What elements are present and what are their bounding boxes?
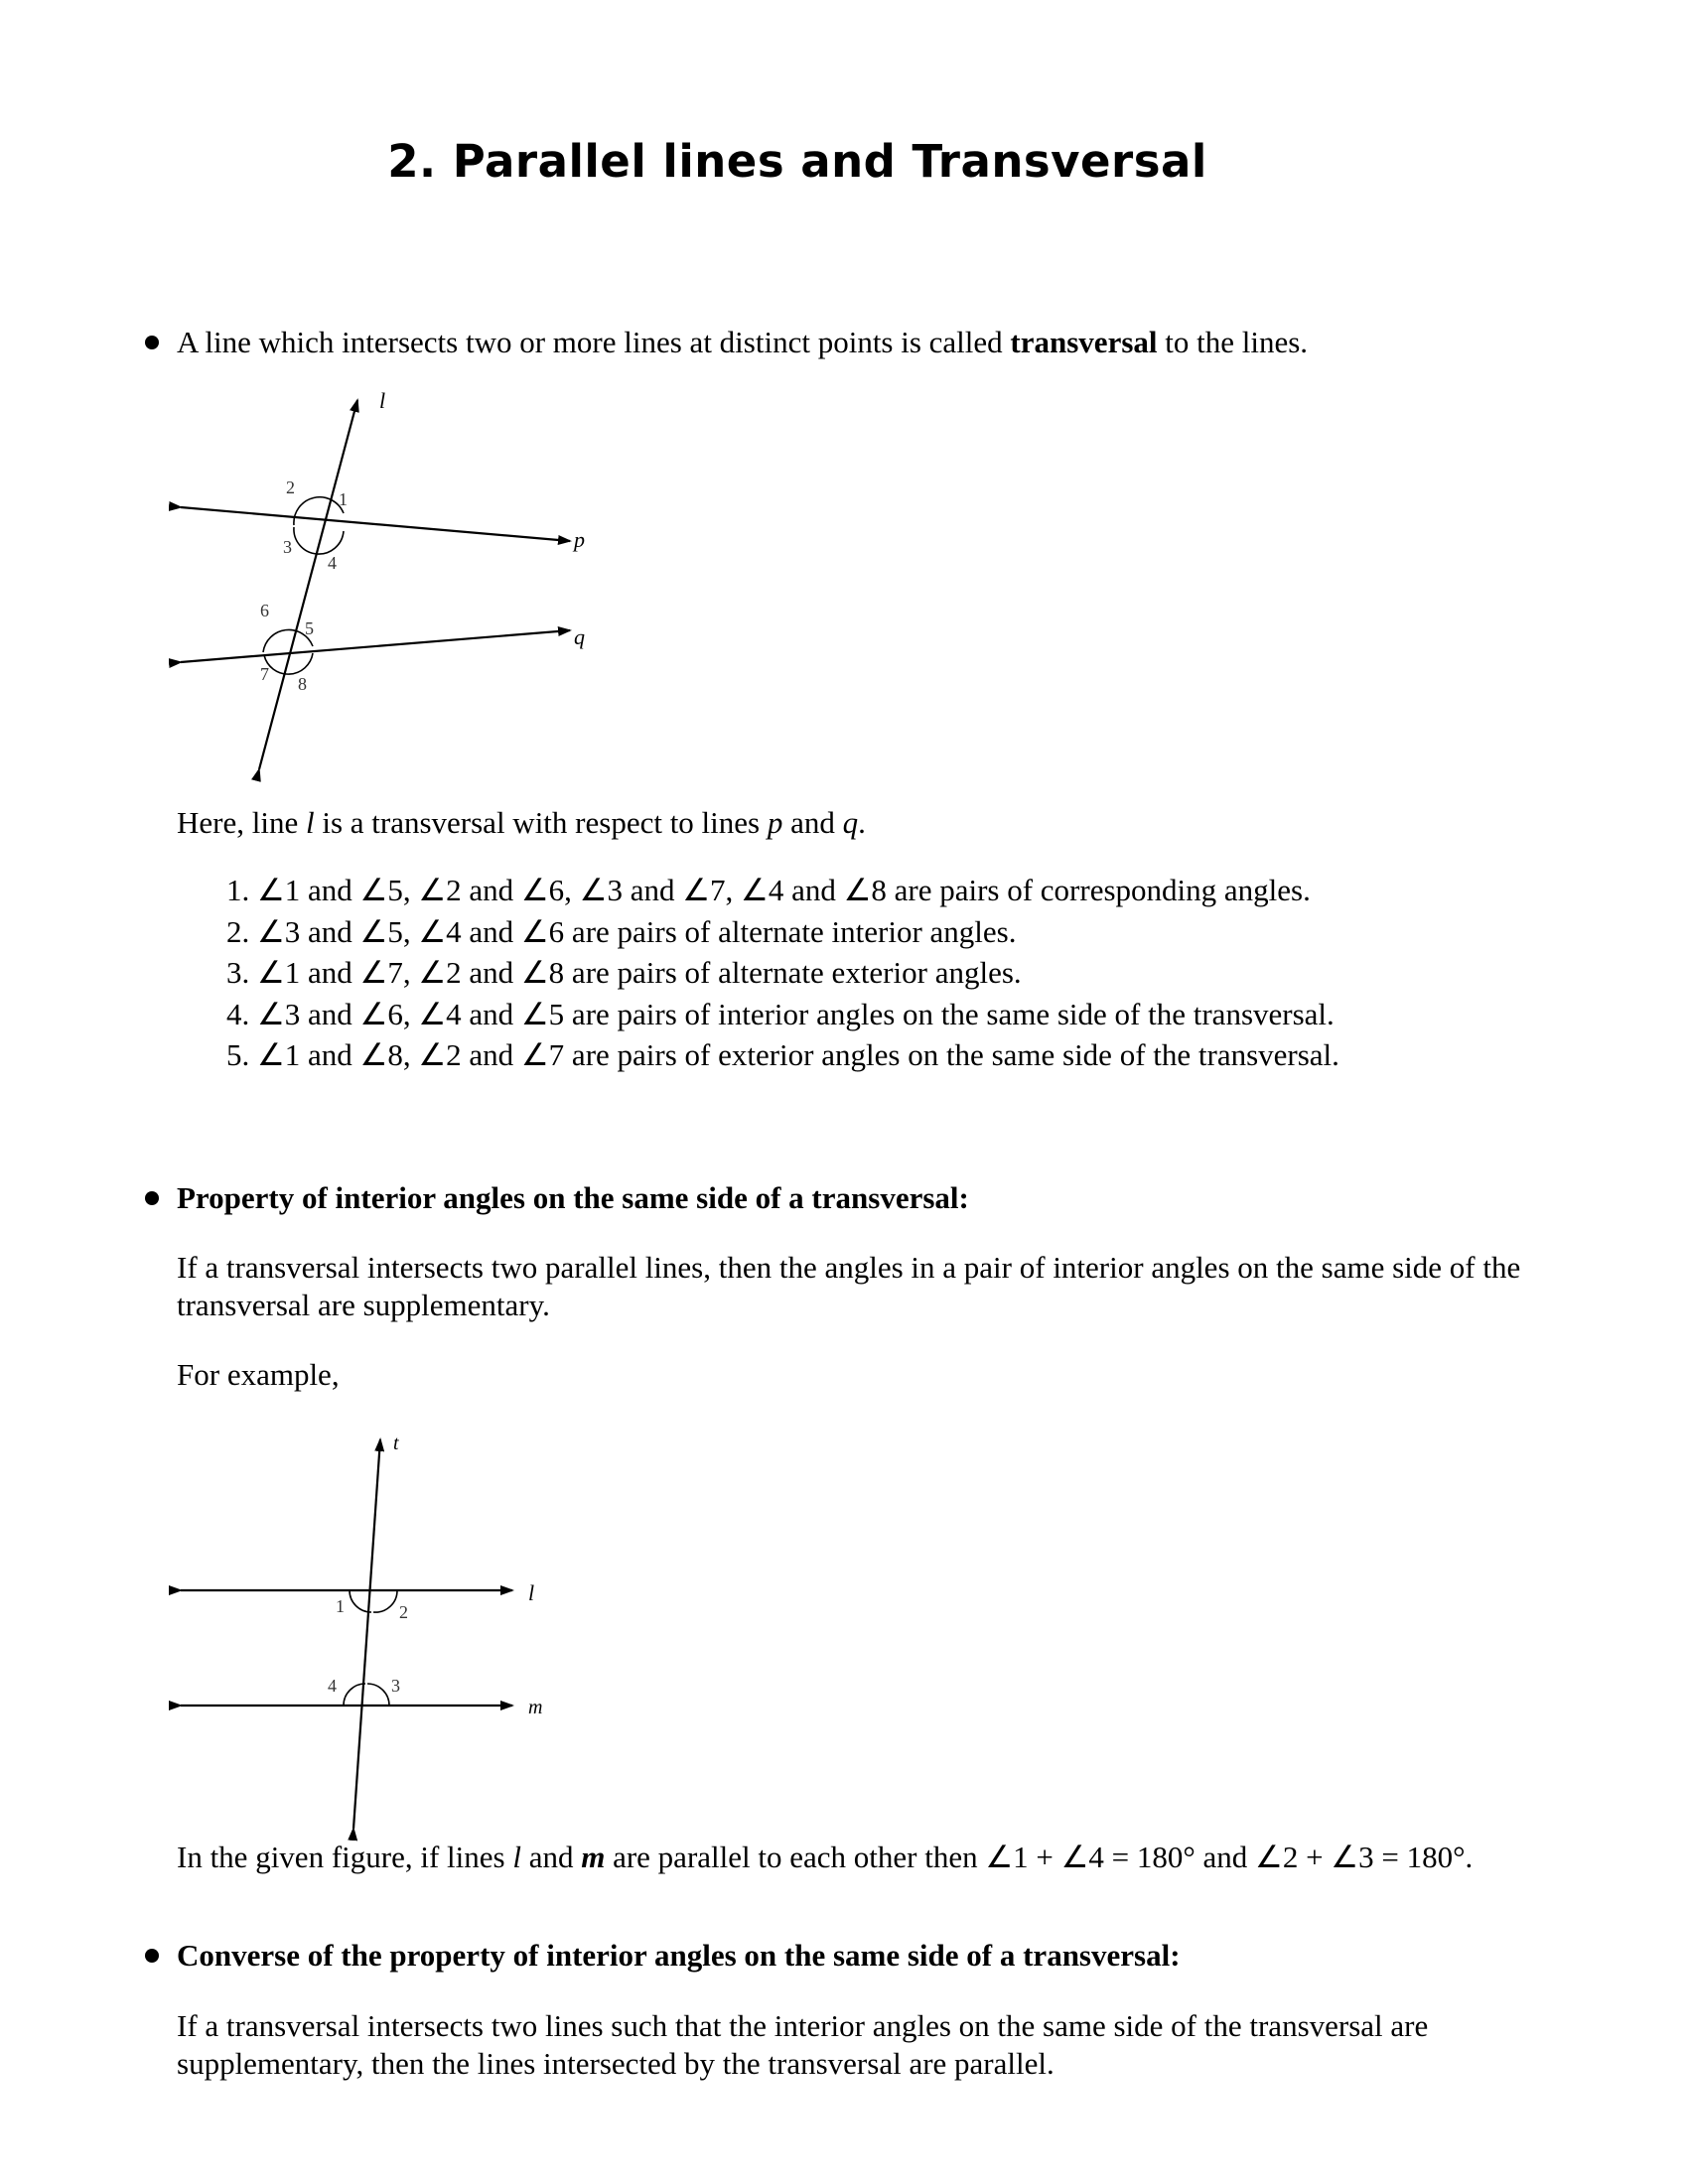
angle-label-5: 5 (305, 618, 314, 638)
page-title: 2. Parallel lines and Transversal (387, 135, 1207, 188)
angle-label-1: 1 (336, 1596, 345, 1616)
label-t: t (393, 1433, 399, 1454)
section-heading-interior-angles: Property of interior angles on the same side of a transversal: (177, 1180, 969, 1215)
bullet (145, 1949, 159, 1963)
angle-label-2: 2 (399, 1602, 408, 1622)
label-m: m (528, 1697, 543, 1718)
angle-label-1: 1 (339, 489, 348, 509)
angle-arc (367, 1684, 389, 1706)
list-item: 3. ∠1 and ∠7, ∠2 and ∠8 are pairs of alternate exterior angles. (226, 955, 1022, 990)
angle-label-4: 4 (328, 553, 337, 573)
transversal-definition: A line which intersects two or more lines at distinct points is called transversal to the lines. (177, 325, 1309, 359)
list-item: 1. ∠1 and ∠5, ∠2 and ∠6, ∠3 and ∠7, ∠4 and ∠8 are pairs of corresponding angles. (226, 873, 1311, 907)
angle-label-8: 8 (298, 674, 307, 694)
angle-label-6: 6 (260, 601, 269, 620)
transversal-term: transversal (1010, 325, 1158, 359)
transversal-t (353, 1439, 380, 1829)
list-item: 5. ∠1 and ∠8, ∠2 and ∠7 are pairs of exterior angles on the same side of the transversal. (226, 1037, 1339, 1072)
angle-label-3: 3 (283, 537, 292, 557)
angle-arc (294, 527, 344, 554)
angle-label-7: 7 (260, 664, 269, 684)
angle-pairs-list (226, 872, 1339, 1078)
line-p (181, 507, 570, 541)
list-item: 2. ∠3 and ∠5, ∠4 and ∠6 are pairs of alternate interior angles. (226, 913, 1017, 949)
section-heading-converse: Converse of the property of interior angles on the same side of a transversal: (177, 1938, 1181, 1973)
angle-arc (373, 1590, 397, 1612)
converse-text: If a transversal intersects two lines such that the interior angles on the same side of the transversal are supplementary, then the lines intersected by the transversal are parallel. (177, 2008, 1429, 2081)
caption-figure-2: In the given figure, if lines l and m are parallel to each other then ∠1 + ∠4 = 180° and ∠2 + ∠3 = 180°. (177, 1840, 1474, 1874)
label-l: l (379, 392, 386, 413)
transversal-l (259, 400, 357, 769)
caption-figure-1: Here, line l is a transversal with respect to lines p and q. (177, 805, 866, 840)
list-item: 4. ∠3 and ∠6, ∠4 and ∠5 are pairs of interior angles on the same side of the transversal. (226, 996, 1335, 1031)
label-p: p (574, 527, 585, 552)
transversal-line-l (360, 399, 361, 400)
figure-transversal-p-q (169, 392, 626, 794)
angle-label-4: 4 (328, 1676, 337, 1696)
example-label: For example, (177, 1357, 340, 1392)
property-text: If a transversal intersects two parallel lines, then the angles in a pair of interior angles on the same side of the transversal are supplementary. (177, 1250, 1521, 1322)
label-q: q (574, 624, 585, 649)
bullet (145, 336, 159, 349)
angle-label-2: 2 (286, 478, 295, 497)
figure-transversal-l-m (169, 1430, 606, 1851)
angle-label-3: 3 (391, 1676, 400, 1696)
line-q (181, 630, 570, 662)
label-l: l (528, 1580, 535, 1605)
bullet (145, 1191, 159, 1205)
